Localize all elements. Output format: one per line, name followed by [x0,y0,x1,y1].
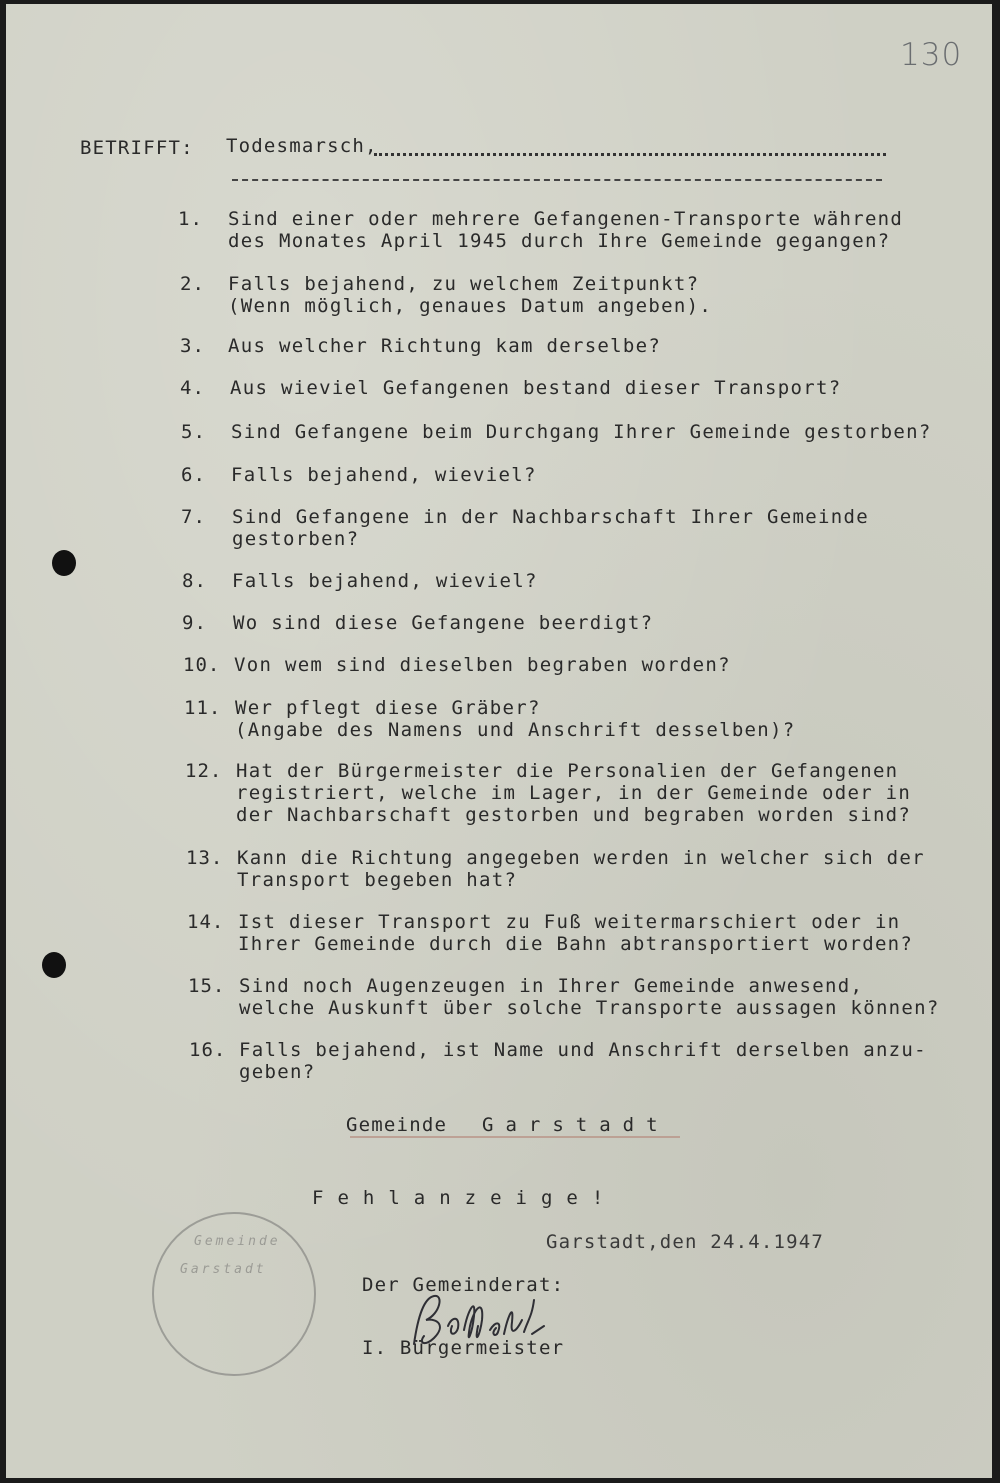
question-text-line: Von wem sind dieselben begraben worden? [234,654,731,676]
question-text-line: Falls bejahend, wieviel? [232,570,538,592]
gemeinde-underline [350,1136,680,1138]
stamp-line-1: Gemeinde [194,1234,281,1249]
question-text-line: (Wenn möglich, genaues Datum angeben). [228,295,713,317]
question-text-line: Falls bejahend, wieviel? [231,464,537,486]
subject-dotted-line [374,149,886,156]
question-text-line: Wer pflegt diese Gräber? [235,697,541,719]
question-text-line: Sind Gefangene beim Durchgang Ihrer Gemeinde gestorben? [231,421,932,443]
subject-text: Todesmarsch, [226,135,378,157]
question-number: 10. [183,654,221,676]
question-text-line: Aus welcher Richtung kam derselbe? [228,335,662,357]
question-number: 6. [181,464,206,486]
gemeinde-name: Garstadt [482,1114,670,1136]
question-text-line: Sind Gefangene in der Nachbarschaft Ihrer Gemeinde [232,506,869,528]
subject-underline [232,177,882,181]
fehlanzeige-text: Fehlanzeige! [312,1187,618,1209]
subject-label: BETRIFFT: [80,137,194,159]
question-number: 4. [180,377,205,399]
question-text-line: Hat der Bürgermeister die Personalien der Gefangenen [236,760,899,782]
question-number: 9. [182,612,207,634]
document-page [6,4,992,1478]
question-text-line: der Nachbarschaft gestorben und begraben worden sind? [236,804,912,826]
question-text-line: des Monates April 1945 durch Ihre Gemeinde gegangen? [228,230,891,252]
question-number: 2. [180,273,205,295]
folio-number: 130 [900,37,963,73]
question-text-line: Aus wieviel Gefangenen bestand dieser Transport? [230,377,842,399]
punch-hole-top [52,550,76,576]
question-number: 14. [187,911,225,933]
question-text-line: registriert, welche im Lager, in der Gemeinde oder in [236,782,912,804]
mayor-title: I. Bürgermeister [362,1337,565,1359]
question-text-line: Wo sind diese Gefangene beerdigt? [233,612,654,634]
question-text-line: Falls bejahend, ist Name und Anschrift derselben anzu- [239,1039,927,1061]
question-text-line: welche Auskunft über solche Transporte aussagen können? [239,997,940,1019]
question-text-line: Ihrer Gemeinde durch die Bahn abtransportiert worden? [238,933,914,955]
question-number: 12. [185,760,223,782]
question-number: 5. [181,421,206,443]
question-text-line: (Angabe des Namens und Anschrift desselben)? [235,719,796,741]
question-number: 7. [181,506,206,528]
stamp-line-2: Garstadt [180,1262,267,1277]
punch-hole-bottom [42,952,66,978]
question-number: 16. [189,1039,227,1061]
question-number: 8. [182,570,207,592]
question-number: 11. [184,697,222,719]
question-text-line: Sind einer oder mehrere Gefangenen-Transporte während [228,208,904,230]
question-text-line: Falls bejahend, zu welchem Zeitpunkt? [228,273,700,295]
gemeinde-label: Gemeinde [346,1114,448,1136]
place-date: Garstadt,den 24.4.1947 [546,1231,825,1253]
question-text-line: geben? [239,1061,316,1083]
question-text-line: Sind noch Augenzeugen in Ihrer Gemeinde anwesend, [239,975,864,997]
municipal-seal-stamp [152,1212,316,1376]
handwritten-signature [404,1286,554,1356]
question-number: 13. [186,847,224,869]
question-text-line: Ist dieser Transport zu Fuß weitermarschiert oder in [238,911,901,933]
question-number: 15. [188,975,226,997]
question-text-line: gestorben? [232,528,360,550]
question-text-line: Kann die Richtung angegeben werden in welcher sich der [237,847,925,869]
question-number: 1. [178,208,203,230]
question-text-line: Transport begeben hat? [237,869,518,891]
question-number: 3. [180,335,205,357]
council-label: Der Gemeinderat: [362,1274,565,1296]
